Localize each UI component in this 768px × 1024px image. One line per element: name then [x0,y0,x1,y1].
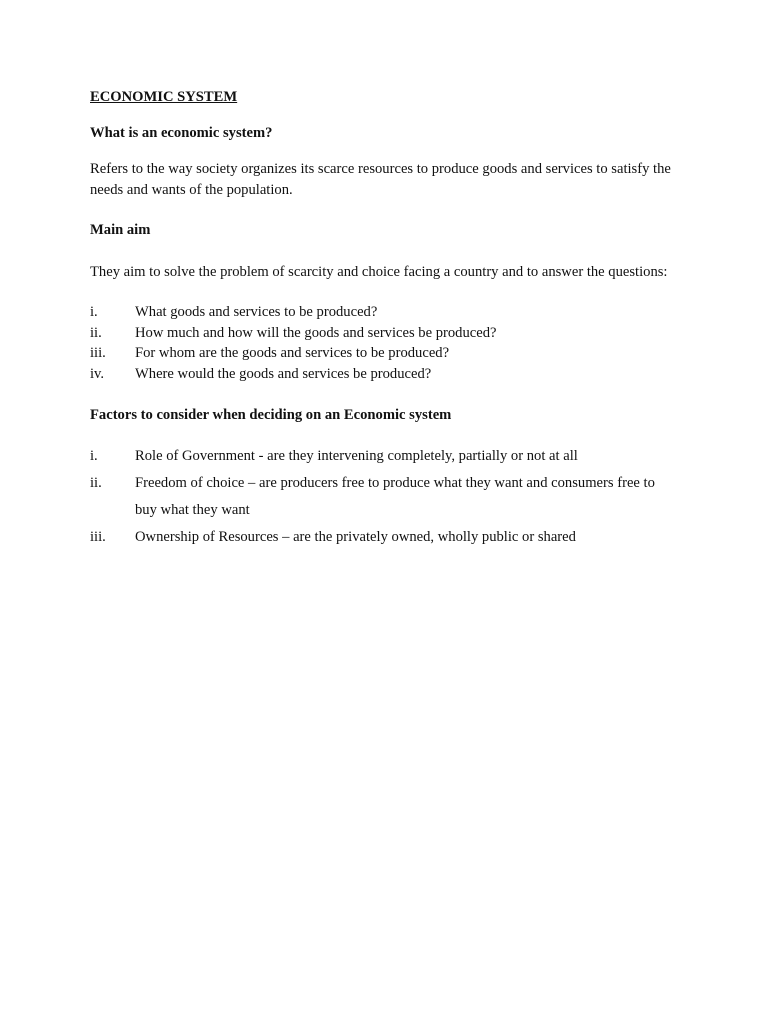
section-heading-definition: What is an economic system? [90,124,273,141]
list-item [90,524,680,551]
definition-paragraph: Refers to the way society organizes its scarce resources to produce goods and services to satisfy the needs and wants of the population. [90,161,671,198]
list-item-text: For whom are the goods and services to be produced? [135,345,450,361]
factors-list [90,443,680,551]
list-item-text: Where would the goods and services be produced? [135,365,432,382]
list-item-number: ii. [90,324,102,341]
list-item-text: Ownership of Resources – are the privately owned, wholly public or shared [135,528,576,545]
list-item-number: i. [90,304,98,320]
list-item [90,443,680,470]
list-item-text: What goods and services to be produced? [135,304,378,320]
document-title: ECONOMIC SYSTEM [90,89,238,105]
section-heading-factors: Factors to consider when deciding on an Economic system [90,407,452,423]
list-item-number: ii. [90,474,102,491]
list-item-number: iv. [90,365,105,382]
list-item [90,364,680,385]
list-item [90,470,680,524]
list-item-text: Freedom of choice – are producers free to produce what they want and consumers free to buy what they want [135,474,655,518]
document-body [90,87,680,551]
section-heading-main-aim: Main aim [90,222,151,238]
list-item-text: Role of Government - are they intervening completely, partially or not at all [135,447,578,464]
list-item-number: iii. [90,345,106,361]
list-item-number: iii. [90,528,106,545]
questions-list [90,302,680,384]
list-item [90,323,680,344]
list-item [90,343,680,364]
list-item [90,302,680,323]
list-item-text: How much and how will the goods and services be produced? [135,324,497,341]
main-aim-paragraph: They aim to solve the problem of scarcity and choice facing a country and to answer the questions: [90,263,668,280]
list-item-number: i. [90,447,98,464]
